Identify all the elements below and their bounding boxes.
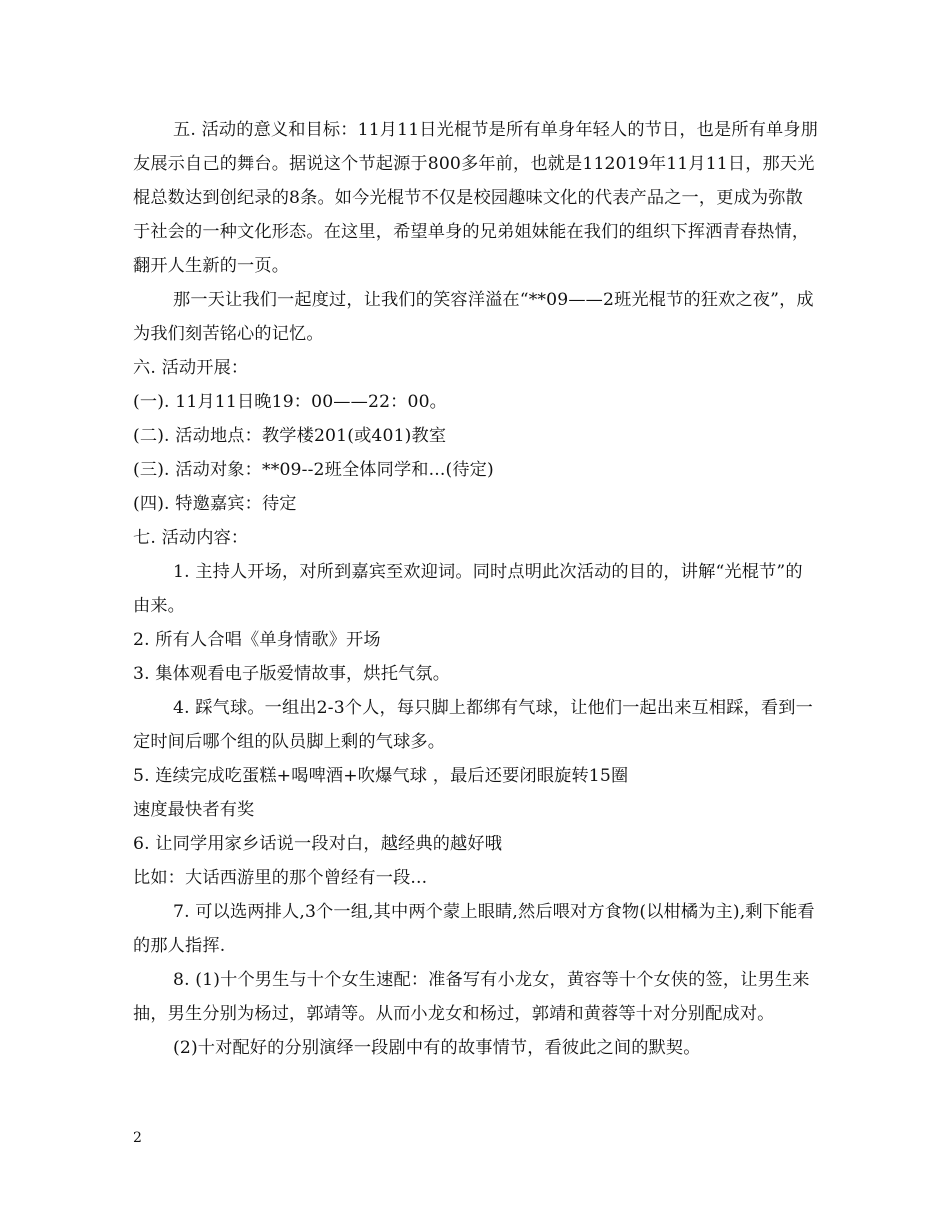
heading-section-6: 六. 活动开展： [133,358,249,378]
activity-item-5: 5. 连续完成吃蛋糕+喝啤酒+吹爆气球 ，最后还要闭眼旋转15圈 [133,766,629,786]
activity-item-8: 8. (1)十个男生与十个女生速配：准备写有小龙女，黄容等十个女侠的签，让男生来抽，男生分别为杨过，郭靖等。从而小龙女和杨过，郭靖和黄蓉等十对分别配成对。 [133,970,810,1024]
activity-item-8-sub-2: (2)十对配好的分别演绎一段剧中有的故事情节，看彼此之间的默契。 [173,1038,701,1058]
item-time: (一). 11月11日晚19：00——22：00。 [133,392,447,412]
activity-item-1: 1. 主持人开场，对所到嘉宾至欢迎词。同时点明此次活动的目的，讲解“光棍节”的由来。 [133,562,803,616]
paragraph-significance: 五. 活动的意义和目标：11月11日光棍节是所有单身年轻人的节日，也是所有单身朋友展示自己的舞台。据说这个节起源于800多年前，也就是112019年11月11日，那天光棍总数达到创纪录的8条。如今光棍节不仅是校园趣味文化的代表产品之一，更成为弥散于社会的一种文化形态。在这里，希望单身的兄弟姐妹能在我们的组织下挥洒青春热情，翻开人生新的一页。 [133,120,819,276]
activity-item-5-note: 速度最快者有奖 [133,800,255,820]
page-number: 2 [133,1130,142,1146]
body-text [133,113,819,1065]
activity-item-6: 6. 让同学用家乡话说一段对白，越经典的越好哦 [133,834,503,854]
item-location: (二). 活动地点：教学楼201(或401)教室 [133,426,447,446]
item-guests: (四). 特邀嘉宾：待定 [133,494,297,514]
activity-item-6-note: 比如：大话西游里的那个曾经有一段... [133,868,428,888]
activity-item-3: 3. 集体观看电子版爱情故事，烘托气氛。 [133,664,451,684]
paragraph-together: 那一天让我们一起度过，让我们的笑容洋溢在“**09——2班光棍节的狂欢之夜”，成为我们刻苦铭心的记忆。 [133,290,814,344]
item-audience: (三). 活动对象：**09--2班全体同学和...(待定) [133,460,494,480]
activity-item-4: 4. 踩气球。一组出2-3个人，每只脚上都绑有气球，让他们一起出来互相踩，看到一定时间后哪个组的队员脚上剩的气球多。 [133,698,813,752]
activity-item-7: 7. 可以选两排人,3个一组,其中两个蒙上眼睛,然后喂对方食物(以柑橘为主),剩下能看的那人指挥. [133,902,815,956]
activity-item-2: 2. 所有人合唱《单身情歌》开场 [133,630,381,650]
heading-section-7: 七. 活动内容： [133,528,249,548]
